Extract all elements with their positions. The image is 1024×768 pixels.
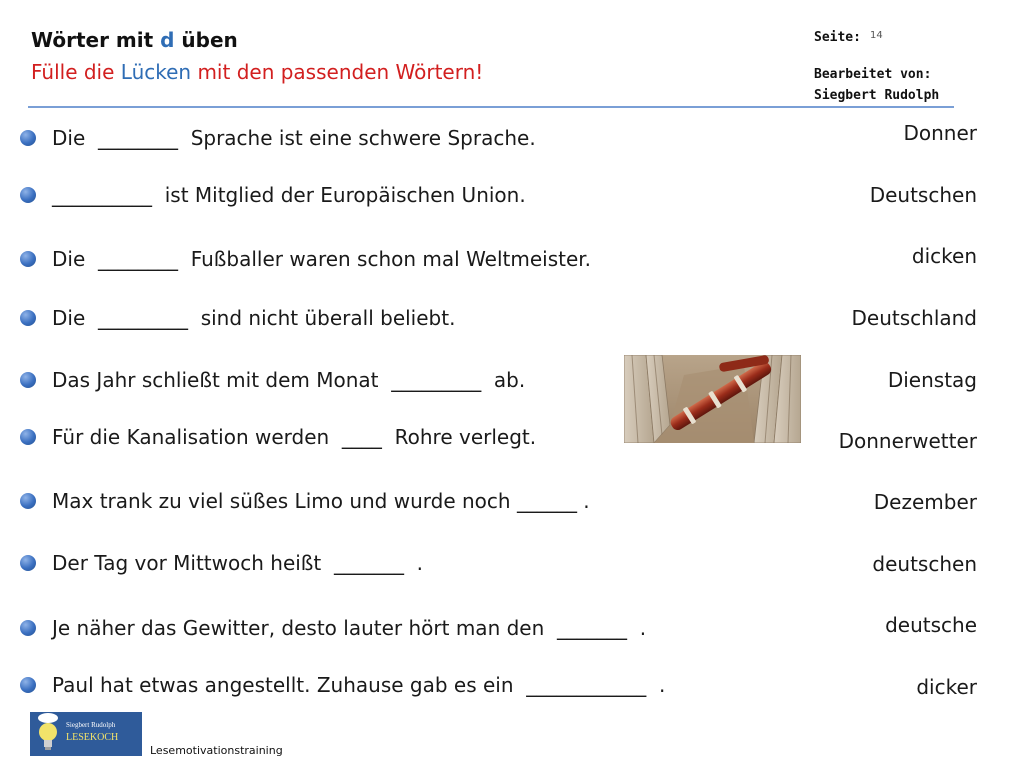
bullet-dot-icon	[20, 493, 36, 509]
leser-koch-logo	[30, 712, 142, 756]
sentence-row	[20, 485, 590, 517]
sentence-text: Die ________ Sprache ist eine schwere Sprache.	[52, 126, 536, 150]
lightbulb-chef-logo-icon	[38, 713, 58, 750]
bullet-dot-icon	[20, 310, 36, 326]
edited-by-label: Bearbeitet von:	[814, 67, 932, 82]
title-text-post: üben	[174, 28, 238, 52]
header-divider	[28, 106, 954, 108]
sentence-text: Paul hat etwas angestellt. Zuhause gab es ein ____________ .	[52, 673, 666, 697]
bullet-dot-icon	[20, 429, 36, 445]
logo-text-author: Siegbert Rudolph	[66, 721, 116, 729]
title-letter: d	[160, 28, 175, 52]
bullet-dot-icon	[20, 251, 36, 267]
word-bank-item: Donner	[903, 121, 977, 145]
bullet-dot-icon	[20, 555, 36, 571]
bullet-dot-icon	[20, 620, 36, 636]
sentence-text: __________ ist Mitglied der Europäischen Union.	[52, 183, 526, 207]
sentence-text: Für die Kanalisation werden ____ Rohre verlegt.	[52, 425, 537, 449]
sentence-text: Max trank zu viel süßes Limo und wurde noch ______ .	[52, 489, 590, 513]
sentence-text: Die ________ Fußballer waren schon mal Weltmeister.	[52, 247, 592, 271]
title-text-pre: Wörter mit	[31, 28, 161, 52]
bullet-dot-icon	[20, 130, 36, 146]
instruction	[31, 60, 483, 84]
sentence-row	[20, 669, 665, 701]
sentence-row	[20, 122, 536, 154]
sentence-row	[20, 179, 526, 211]
page-number: 14	[870, 30, 883, 41]
word-bank-item: dicken	[911, 244, 977, 268]
bullet-dot-icon	[20, 187, 36, 203]
page-label: Seite:	[814, 30, 861, 45]
word-bank-item: Deutschen	[869, 183, 977, 207]
author-name: Siegbert Rudolph	[814, 88, 940, 103]
instruction-highlight: Lücken	[120, 60, 192, 84]
word-bank-item: Donnerwetter	[838, 429, 977, 453]
sentence-row	[20, 547, 423, 579]
sentence-row	[20, 364, 525, 396]
word-bank-item: deutsche	[885, 613, 977, 637]
sentence-row	[20, 302, 455, 334]
footer-program: Lesemotivationstraining	[150, 744, 283, 757]
pipe-trench-photo	[624, 355, 801, 443]
word-bank-item: Dienstag	[887, 368, 977, 392]
bullet-dot-icon	[20, 677, 36, 693]
word-bank-item: deutschen	[872, 552, 977, 576]
sentence-text: Der Tag vor Mittwoch heißt _______ .	[52, 551, 424, 575]
sentence-row	[20, 421, 536, 453]
sentence-row	[20, 243, 591, 275]
instruction-pre: Fülle die	[31, 60, 121, 84]
bullet-dot-icon	[20, 372, 36, 388]
sentence-text: Die _________ sind nicht überall beliebt.	[52, 306, 456, 330]
logo-text-brand: LESEKOCH	[66, 732, 119, 743]
word-bank-item: Dezember	[873, 490, 977, 514]
sentence-row	[20, 612, 646, 644]
page-title	[31, 28, 238, 52]
word-bank-item: Deutschland	[851, 306, 977, 330]
sentence-text: Je näher das Gewitter, desto lauter hört man den _______ .	[52, 616, 647, 640]
instruction-post: mit den passenden Wörtern!	[191, 60, 484, 84]
sentence-text: Das Jahr schließt mit dem Monat _________ ab.	[52, 368, 526, 392]
word-bank-item: dicker	[916, 675, 977, 699]
